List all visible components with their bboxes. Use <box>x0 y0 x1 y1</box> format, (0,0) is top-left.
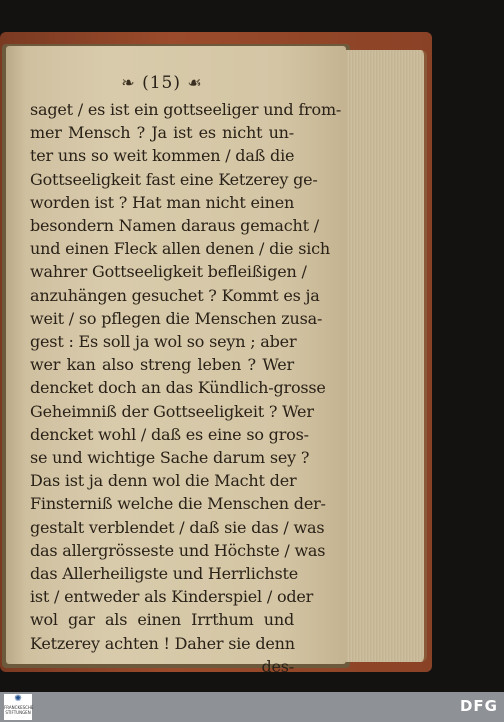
text-line: mer Mensch ? Ja ist es nicht un- <box>30 123 294 143</box>
text-line: das Allerheiligste und Herrlichste <box>30 564 299 584</box>
text-line: Gottseeligkeit fast eine Ketzerey ge- <box>30 169 318 189</box>
text-line: Geheimniß der Gottseeligkeit ? Wer <box>30 401 314 421</box>
text-line: Finsterniß welche die Menschen der- <box>30 494 326 514</box>
text-line: und einen Fleck allen denen / die sich <box>30 239 331 259</box>
text-line: gestalt verblendet / daß sie das / was <box>30 517 325 537</box>
text-line: gest : Es soll ja wol so seyn ; aber <box>30 332 297 352</box>
text-line: dencket doch an das Kündlich-grosse <box>30 378 326 398</box>
text-line: weit / so pflegen die Menschen zusa- <box>30 308 323 328</box>
text-line: Das ist ja denn wol die Macht der <box>30 471 297 491</box>
left-logo-text: FRANCKESCHE STIFTUNGEN <box>4 705 34 715</box>
page-number: (15) <box>142 73 181 93</box>
footer-bar <box>0 692 504 722</box>
text-line: des- <box>261 656 294 676</box>
sun-logo-icon: ✺ <box>14 694 22 704</box>
page-text <box>30 72 342 678</box>
text-lines <box>30 98 342 678</box>
text-line: das allergrösseste und Höchste / was <box>30 540 326 560</box>
dfg-logo: DFG <box>459 697 498 715</box>
text-line: ter uns so weit kommen / daß die <box>30 146 295 166</box>
text-line: saget / es ist ein gottseeliger und from- <box>30 100 342 119</box>
text-line: se und wichtige Sache darum sey ? <box>30 448 310 468</box>
text-line: anzuhängen gesuchet ? Kommt es ja <box>30 285 320 305</box>
text-line: wol gar als einen Irrthum und <box>30 610 294 630</box>
text-line: worden ist ? Hat man nicht einen <box>30 192 295 212</box>
ornament-right-icon: ☙ <box>187 73 203 92</box>
text-line: Ketzerey achten ! Daher sie denn <box>30 633 295 653</box>
text-line: besondern Namen daraus gemacht / <box>30 216 319 236</box>
text-line: wer kan also streng leben ? Wer <box>30 355 294 375</box>
page-header <box>30 72 294 98</box>
text-line: dencket wohl / daß es eine so gros- <box>30 424 309 444</box>
page-edges <box>346 50 427 662</box>
ornament-left-icon: ❧ <box>121 73 136 92</box>
franckesche-stiftungen-logo <box>4 694 32 720</box>
text-line: wahrer Gottseeligkeit befleißigen / <box>30 262 307 282</box>
text-line: ist / entweder als Kinderspiel / oder <box>30 587 314 607</box>
